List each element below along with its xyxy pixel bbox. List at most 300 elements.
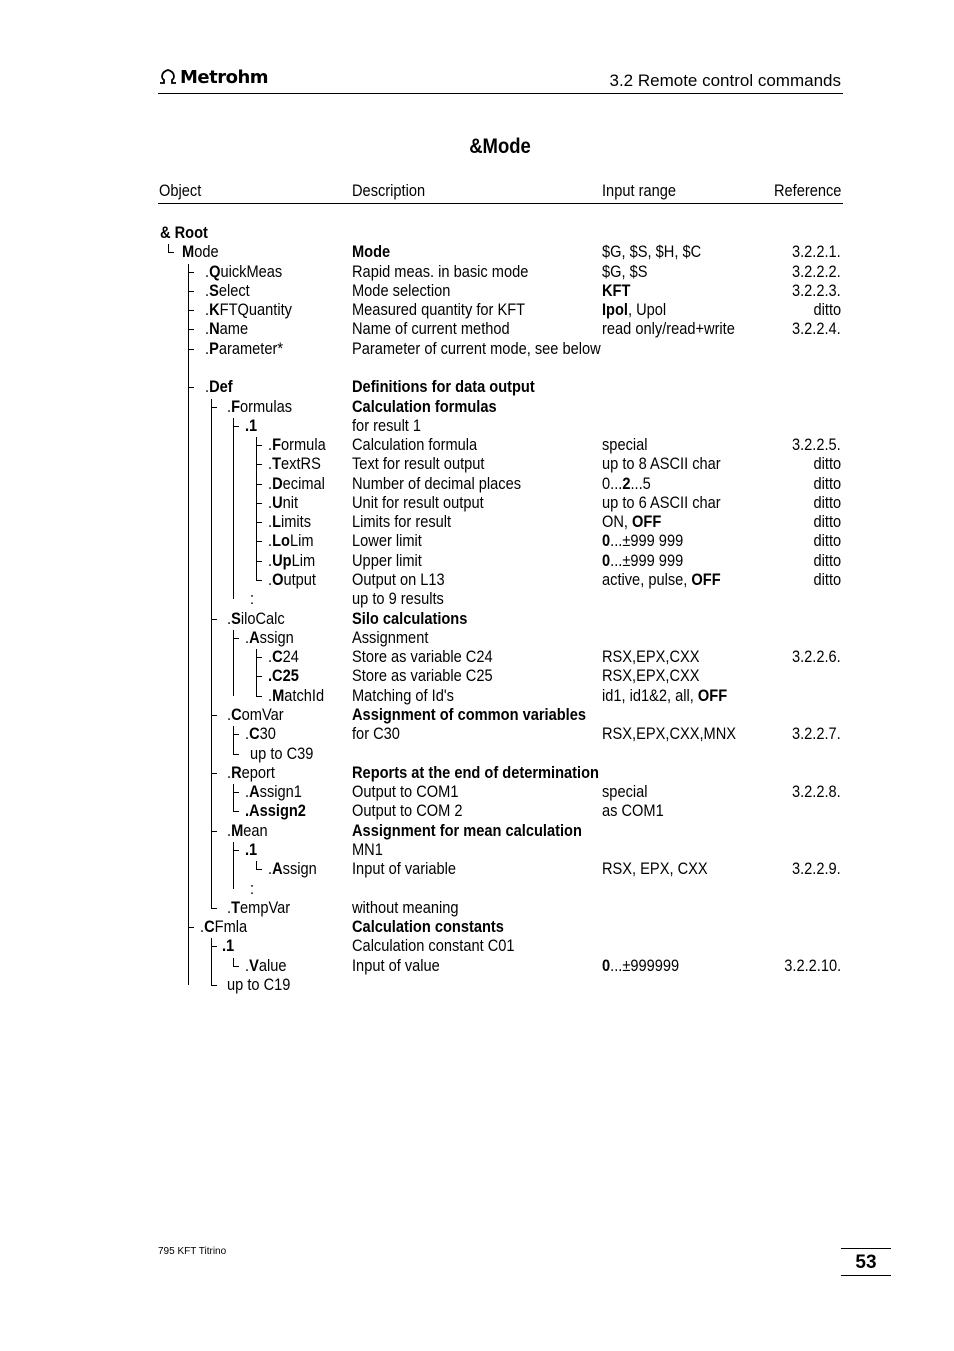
text-segment: . bbox=[200, 917, 205, 937]
row-reference: 3.2.2.6. bbox=[792, 647, 841, 667]
row-object bbox=[227, 763, 275, 782]
row-object bbox=[268, 512, 311, 531]
text-segment: Mode selection bbox=[352, 280, 451, 300]
row-reference: 3.2.2.10. bbox=[784, 955, 841, 975]
text-segment: special bbox=[602, 435, 648, 455]
row-object bbox=[245, 416, 257, 435]
row-object bbox=[205, 300, 292, 319]
text-segment: . bbox=[205, 377, 210, 397]
text-segment: read only/read+write bbox=[602, 319, 735, 339]
row-description bbox=[352, 917, 504, 936]
row-description bbox=[352, 416, 421, 435]
text-segment: S bbox=[231, 608, 241, 628]
text-segment: Calculation constants bbox=[352, 917, 504, 937]
row-input-range bbox=[602, 666, 700, 685]
text-segment: 0... bbox=[602, 473, 623, 493]
text-segment: Calculation constant C01 bbox=[352, 936, 515, 956]
row-reference: 3.2.2.9. bbox=[792, 859, 841, 879]
row-object bbox=[245, 840, 257, 859]
row-input-range bbox=[602, 551, 683, 570]
text-segment: . bbox=[268, 685, 273, 705]
text-segment: Ipol bbox=[602, 300, 628, 320]
text-segment: Parameter of current mode, see below bbox=[352, 338, 601, 358]
text-segment: .Assign2 bbox=[245, 801, 306, 821]
row-reference: ditto bbox=[813, 512, 841, 532]
tree-line bbox=[233, 630, 234, 696]
row-object bbox=[268, 531, 314, 550]
text-segment: Def bbox=[209, 377, 233, 397]
row-description bbox=[352, 262, 528, 281]
text-segment: . bbox=[268, 454, 273, 474]
text-segment: Lim bbox=[289, 531, 314, 551]
text-segment: .1 bbox=[222, 936, 235, 956]
tree-branch bbox=[211, 407, 217, 408]
text-segment: $G, $S, $H, $C bbox=[602, 242, 702, 262]
row-object bbox=[227, 821, 268, 840]
text-segment: 0 bbox=[602, 955, 611, 975]
text-segment: R bbox=[231, 762, 242, 782]
text-segment: T bbox=[272, 454, 282, 474]
text-segment: 2 bbox=[622, 473, 631, 493]
text-segment: T bbox=[231, 897, 241, 917]
tree-branch bbox=[256, 676, 262, 677]
omega-logo-icon bbox=[158, 67, 178, 85]
tree-line bbox=[233, 784, 234, 811]
text-segment: up to 8 ASCII char bbox=[602, 454, 721, 474]
text-segment: ...±999999 bbox=[610, 955, 680, 975]
text-segment: S bbox=[209, 280, 219, 300]
text-segment: : bbox=[250, 589, 255, 609]
row-object bbox=[205, 281, 250, 300]
row-input-range bbox=[602, 647, 700, 666]
text-segment: ...5 bbox=[630, 473, 651, 493]
tree-branch bbox=[256, 541, 262, 542]
tree-branch bbox=[211, 619, 217, 620]
text-segment: . bbox=[268, 647, 273, 667]
row-reference: 3.2.2.2. bbox=[792, 261, 841, 281]
text-segment: 0 bbox=[602, 531, 611, 551]
tree-branch bbox=[233, 426, 239, 427]
text-segment: U bbox=[272, 492, 283, 512]
text-segment: as COM1 bbox=[602, 801, 664, 821]
row-object bbox=[205, 377, 233, 396]
row-description bbox=[352, 397, 497, 416]
text-segment: V bbox=[249, 955, 259, 975]
row-description bbox=[352, 319, 510, 338]
row-input-range bbox=[602, 686, 727, 705]
text-segment: . bbox=[227, 820, 232, 840]
tree-branch bbox=[211, 946, 217, 947]
text-segment: Silo calculations bbox=[352, 608, 468, 628]
tree-branch bbox=[233, 792, 239, 793]
text-segment: RSX,EPX,CXX bbox=[602, 666, 700, 686]
row-object bbox=[250, 589, 254, 608]
page-number: 53 bbox=[841, 1248, 891, 1276]
tree-line bbox=[188, 264, 189, 985]
tree-branch bbox=[233, 850, 239, 851]
text-segment: OFF bbox=[697, 685, 728, 705]
text-segment: M bbox=[231, 820, 244, 840]
row-description bbox=[352, 956, 440, 975]
text-segment: . bbox=[245, 627, 250, 647]
text-segment: nit bbox=[282, 492, 299, 512]
tree-branch bbox=[233, 754, 239, 755]
text-segment: Number of decimal places bbox=[352, 473, 522, 493]
text-segment: M bbox=[272, 685, 285, 705]
table-header-rule bbox=[158, 203, 843, 204]
text-segment: for C30 bbox=[352, 724, 400, 744]
row-object bbox=[268, 647, 299, 666]
tree-line bbox=[233, 418, 234, 600]
tree-line bbox=[256, 649, 257, 696]
text-segment: 30 bbox=[259, 724, 276, 744]
text-segment: . bbox=[227, 897, 232, 917]
text-segment: C bbox=[272, 647, 283, 667]
text-segment: 24 bbox=[282, 647, 299, 667]
text-segment: Input of value bbox=[352, 955, 440, 975]
col-header-input-range: Input range bbox=[602, 181, 676, 200]
tree-branch bbox=[188, 272, 194, 273]
text-segment: Lower limit bbox=[352, 531, 422, 551]
text-segment: special bbox=[602, 782, 648, 802]
text-segment: Store as variable C24 bbox=[352, 647, 493, 667]
text-segment: . bbox=[227, 396, 232, 416]
text-segment: Output on L13 bbox=[352, 570, 445, 590]
text-segment: alue bbox=[258, 955, 287, 975]
tree-line bbox=[233, 842, 234, 889]
text-segment: O bbox=[272, 570, 284, 590]
text-segment: Assignment of common variables bbox=[352, 705, 586, 724]
text-segment: Root bbox=[174, 223, 208, 242]
tree-branch bbox=[188, 291, 194, 292]
row-input-range bbox=[602, 531, 683, 550]
text-segment: Output to COM1 bbox=[352, 782, 459, 802]
text-segment: KFT bbox=[602, 280, 631, 300]
text-segment: ormula bbox=[281, 435, 326, 455]
tree-branch bbox=[256, 522, 262, 523]
row-reference: 3.2.2.8. bbox=[792, 782, 841, 802]
tree-branch bbox=[233, 734, 239, 735]
row-object bbox=[250, 744, 313, 763]
text-segment: . bbox=[268, 570, 273, 590]
tree-branch bbox=[211, 831, 217, 832]
text-segment: ormulas bbox=[240, 396, 293, 416]
tree-line bbox=[233, 726, 234, 753]
row-object bbox=[245, 956, 286, 975]
tree-branch bbox=[256, 869, 262, 870]
text-segment: Text for result output bbox=[352, 454, 485, 474]
row-input-range bbox=[602, 454, 721, 473]
text-segment: eport bbox=[241, 762, 275, 782]
row-input-range bbox=[602, 242, 701, 261]
row-object bbox=[182, 242, 219, 261]
text-segment: Reports at the end of determination bbox=[352, 762, 599, 782]
row-object bbox=[268, 686, 324, 705]
row-object bbox=[200, 917, 247, 936]
text-segment: RSX,EPX,CXX bbox=[602, 647, 700, 667]
row-description bbox=[352, 242, 390, 261]
row-reference: ditto bbox=[813, 550, 841, 570]
text-segment: . bbox=[268, 435, 273, 455]
text-segment: .1 bbox=[245, 415, 258, 435]
row-input-range bbox=[602, 782, 648, 801]
row-description bbox=[352, 512, 451, 531]
tree-branch bbox=[233, 966, 239, 967]
text-segment: imits bbox=[281, 512, 312, 532]
text-segment: utput bbox=[283, 570, 316, 590]
text-segment: A bbox=[249, 782, 260, 802]
tree-branch bbox=[256, 484, 262, 485]
row-object bbox=[205, 262, 282, 281]
col-header-object: Object bbox=[159, 181, 202, 200]
metrohm-logo bbox=[158, 67, 268, 88]
text-segment: A bbox=[249, 627, 260, 647]
text-segment: C bbox=[231, 705, 242, 724]
text-segment: P bbox=[209, 338, 219, 358]
row-description bbox=[352, 551, 422, 570]
text-segment: Limits for result bbox=[352, 512, 452, 532]
row-object bbox=[268, 570, 316, 589]
text-segment: . bbox=[268, 531, 273, 551]
row-input-range bbox=[602, 801, 664, 820]
text-segment: Lo bbox=[272, 531, 290, 551]
text-segment: ssign bbox=[282, 859, 317, 879]
tree-branch bbox=[188, 310, 194, 311]
row-input-range bbox=[602, 281, 630, 300]
row-input-range bbox=[602, 493, 721, 512]
text-segment: K bbox=[209, 300, 220, 320]
row-object bbox=[227, 609, 285, 628]
text-segment: 0 bbox=[602, 550, 611, 570]
row-reference: ditto bbox=[813, 492, 841, 512]
text-segment: ...±999 999 bbox=[610, 550, 684, 570]
row-description bbox=[352, 339, 601, 358]
row-description bbox=[352, 281, 450, 300]
row-description bbox=[352, 666, 493, 685]
row-object bbox=[268, 551, 315, 570]
page-title: &Mode bbox=[469, 135, 531, 158]
row-description bbox=[352, 724, 400, 743]
tree-branch bbox=[211, 773, 217, 774]
tree-branch bbox=[233, 811, 239, 812]
row-description bbox=[352, 801, 463, 820]
row-object bbox=[160, 223, 208, 242]
row-description bbox=[352, 647, 493, 666]
row-object bbox=[227, 975, 290, 994]
text-segment: omVar bbox=[241, 705, 284, 724]
row-reference: 3.2.2.7. bbox=[792, 724, 841, 744]
row-description bbox=[352, 570, 445, 589]
row-object bbox=[222, 936, 234, 955]
row-description bbox=[352, 589, 444, 608]
text-segment: arameter* bbox=[218, 338, 284, 358]
text-segment: Store as variable C25 bbox=[352, 666, 493, 686]
text-segment: . bbox=[268, 492, 273, 512]
tree-branch bbox=[168, 252, 174, 253]
text-segment: iloCalc bbox=[240, 608, 285, 628]
text-segment: up to C39 bbox=[250, 743, 314, 763]
tree-branch bbox=[188, 387, 194, 388]
row-description bbox=[352, 531, 422, 550]
text-segment: active, pulse, bbox=[602, 570, 692, 590]
text-segment: Unit for result output bbox=[352, 492, 484, 512]
text-segment: . bbox=[205, 338, 210, 358]
row-description bbox=[352, 840, 383, 859]
tree-branch bbox=[256, 503, 262, 504]
row-input-range bbox=[602, 262, 648, 281]
row-object bbox=[268, 474, 325, 493]
row-description bbox=[352, 898, 458, 917]
tree-branch bbox=[256, 445, 262, 446]
row-reference: ditto bbox=[813, 531, 841, 551]
row-input-range bbox=[602, 512, 661, 531]
text-segment: up to C19 bbox=[227, 974, 291, 994]
row-description bbox=[352, 377, 535, 396]
text-segment: . bbox=[227, 762, 232, 782]
text-segment: . bbox=[245, 955, 250, 975]
row-description bbox=[352, 454, 484, 473]
tree-branch bbox=[233, 638, 239, 639]
row-input-range bbox=[602, 956, 679, 975]
col-header-reference: Reference bbox=[773, 181, 841, 200]
row-object bbox=[227, 397, 292, 416]
tree-branch bbox=[211, 715, 217, 716]
text-segment: . bbox=[268, 550, 273, 570]
row-description bbox=[352, 300, 525, 319]
row-reference: 3.2.2.4. bbox=[792, 319, 841, 339]
text-segment: ame bbox=[219, 319, 249, 339]
row-description bbox=[352, 435, 477, 454]
text-segment: OFF bbox=[691, 570, 721, 590]
text-segment: uickMeas bbox=[220, 261, 283, 281]
text-segment: ean bbox=[243, 820, 268, 840]
row-description bbox=[352, 609, 467, 628]
row-object bbox=[268, 435, 326, 454]
row-reference: 3.2.2.3. bbox=[792, 280, 841, 300]
row-description bbox=[352, 493, 484, 512]
row-input-range bbox=[602, 724, 736, 743]
text-segment: D bbox=[272, 473, 283, 493]
row-description bbox=[352, 859, 456, 878]
text-segment: . bbox=[268, 473, 273, 493]
tree-branch bbox=[188, 927, 194, 928]
text-segment: . bbox=[205, 280, 210, 300]
text-segment: Fmla bbox=[214, 917, 248, 937]
text-segment: . bbox=[245, 782, 250, 802]
text-segment: ...±999 999 bbox=[610, 531, 684, 551]
row-object bbox=[245, 782, 302, 801]
row-object bbox=[250, 879, 254, 898]
row-object bbox=[268, 859, 317, 878]
row-reference: 3.2.2.5. bbox=[792, 435, 841, 455]
text-segment: Rapid meas. in basic mode bbox=[352, 261, 529, 281]
text-segment: RSX,EPX,CXX,MNX bbox=[602, 724, 737, 744]
text-segment: Matching of Id's bbox=[352, 685, 454, 705]
tree-branch bbox=[211, 908, 217, 909]
row-input-range bbox=[602, 300, 666, 319]
text-segment: . bbox=[245, 724, 250, 744]
row-description bbox=[352, 936, 515, 955]
text-segment: Output to COM 2 bbox=[352, 801, 463, 821]
text-segment: Measured quantity for KFT bbox=[352, 300, 526, 320]
text-segment: . bbox=[205, 261, 210, 281]
text-segment: without meaning bbox=[352, 897, 459, 917]
text-segment: & bbox=[160, 223, 175, 242]
text-segment: Input of variable bbox=[352, 859, 457, 879]
text-segment: id1, id1&2, all, bbox=[602, 685, 698, 705]
row-input-range bbox=[602, 570, 721, 589]
text-segment: MN1 bbox=[352, 839, 383, 859]
text-segment: up to 9 results bbox=[352, 589, 444, 609]
row-object bbox=[268, 666, 299, 685]
text-segment: : bbox=[250, 878, 255, 898]
row-reference: ditto bbox=[813, 473, 841, 493]
text-segment: Mode bbox=[352, 242, 391, 262]
tree-branch bbox=[256, 561, 262, 562]
text-segment: Definitions for data output bbox=[352, 377, 535, 397]
row-object bbox=[268, 454, 321, 473]
tree-branch bbox=[188, 329, 194, 330]
tree-line bbox=[168, 244, 169, 252]
row-input-range bbox=[602, 319, 735, 338]
text-segment: ON, bbox=[602, 512, 633, 532]
text-segment: Assignment bbox=[352, 627, 429, 647]
text-segment: empVar bbox=[240, 897, 291, 917]
row-reference: 3.2.2.1. bbox=[792, 242, 841, 262]
row-input-range bbox=[602, 859, 708, 878]
text-segment: . bbox=[268, 512, 273, 532]
tree-branch bbox=[256, 464, 262, 465]
logo-text: Metrohm bbox=[180, 67, 269, 88]
tree-line bbox=[256, 861, 257, 869]
header-rule bbox=[158, 93, 843, 94]
tree-branch bbox=[188, 349, 194, 350]
text-segment: . bbox=[205, 319, 210, 339]
tree-branch bbox=[256, 696, 262, 697]
text-segment: $G, $S bbox=[602, 261, 648, 281]
text-segment: L bbox=[272, 512, 282, 532]
text-segment: for result 1 bbox=[352, 415, 422, 435]
text-segment: ssign bbox=[259, 627, 294, 647]
tree-branch bbox=[256, 657, 262, 658]
text-segment: A bbox=[272, 859, 283, 879]
tree-line bbox=[233, 958, 234, 966]
col-header-description: Description bbox=[352, 181, 426, 200]
text-segment: .1 bbox=[245, 839, 258, 859]
row-reference: ditto bbox=[813, 454, 841, 474]
tree-branch bbox=[256, 580, 262, 581]
text-segment: Name of current method bbox=[352, 319, 510, 339]
text-segment: , Upol bbox=[627, 300, 667, 320]
row-object bbox=[227, 898, 290, 917]
text-segment: C bbox=[204, 917, 215, 937]
row-description bbox=[352, 763, 599, 782]
text-segment: Calculation formulas bbox=[352, 396, 497, 416]
text-segment: N bbox=[209, 319, 220, 339]
row-description bbox=[352, 705, 586, 724]
text-segment: C bbox=[249, 724, 260, 744]
row-reference: ditto bbox=[813, 570, 841, 590]
text-segment: F bbox=[231, 396, 241, 416]
text-segment: Upper limit bbox=[352, 550, 422, 570]
text-segment: OFF bbox=[632, 512, 662, 532]
row-object bbox=[205, 339, 283, 358]
row-description bbox=[352, 821, 582, 840]
row-object bbox=[205, 319, 248, 338]
row-description bbox=[352, 628, 428, 647]
row-description bbox=[352, 686, 454, 705]
text-segment: RSX, EPX, CXX bbox=[602, 859, 708, 879]
